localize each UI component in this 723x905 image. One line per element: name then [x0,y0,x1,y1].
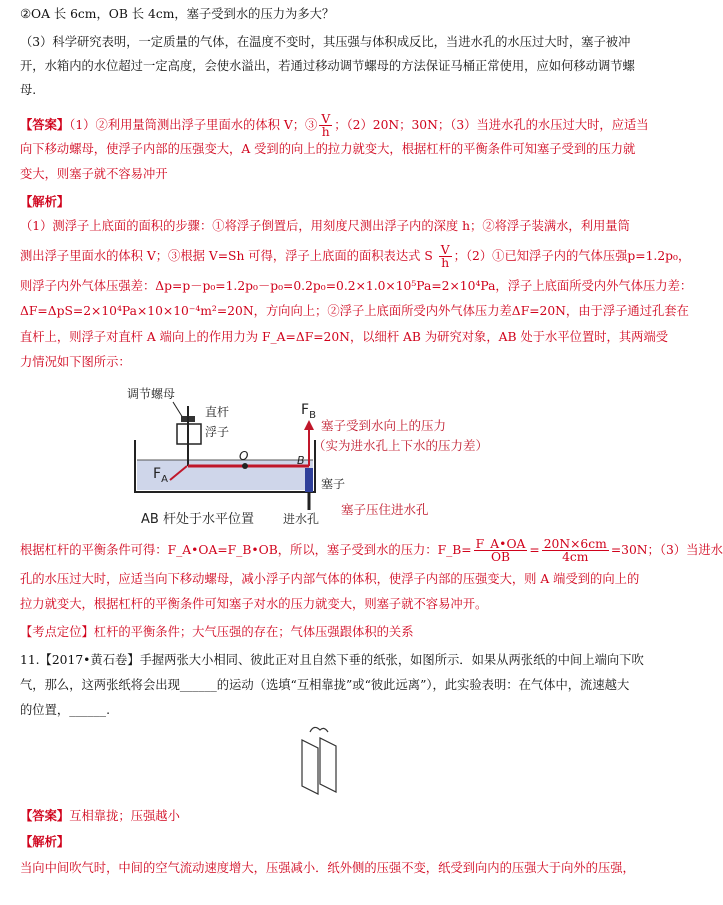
pivot-o [242,463,248,469]
lever-text-b: =30N；（3）当进水 [610,543,723,557]
analysis-1-line-5: 直杆上，则浮子对直杆 A 端向上的作用力为 F_A=ΔF=20N，以细杆 AB 为研究对象，AB 处于水平位置时，其两端受 [20,330,669,344]
analysis-1-line-1: （1）测浮子上底面的面积的步骤：①将浮子倒置后，用刻度尺测出浮子内的深度 h；②将浮子装满水，利用量筒 [20,219,630,233]
q11-line-2: 气，那么，这两张纸将会出现______的运动（选填“互相靠拢”或“彼此远离”），此实验表明：在气体中，流速越大 [20,678,630,692]
fraction-20n-6cm-over-4cm [542,538,609,563]
answer-1-text-b: ；（2）20N；30N；（3）当进水孔的水压过大时，应适当 [334,118,649,132]
fraction-denominator: h [321,125,330,139]
fraction-numerator: 20N×6cm [543,537,607,551]
answer-2-line [20,807,180,825]
analysis-1-line-3: 则浮子内外气体压强差：Δp=p－p₀=1.2p₀－p₀=0.2p₀=0.2×1.0×10⁵Pa=2×10⁴Pa，浮子上底面所受内外气体压力差： [20,279,693,293]
lever-text-a: 根据杠杆的平衡条件可得：F_A•OA=F_B•OB，所以，塞子受到水的压力：F_B= [20,543,472,557]
q3-line-1: （3）科学研究表明，一定质量的气体，在温度不变时，其压强与体积成反比，当进水孔的水压过大时，塞子被冲 [20,35,631,49]
analysis-1-text-a: 测出浮子里面水的体积 V；③根据 V=Sh 可得，浮子上底面的面积表达式 S [20,249,437,263]
nut-pointer [173,402,183,418]
lever-diagram [125,380,489,527]
answer-tag: 【答案】 [20,117,70,132]
float-label: 浮子 [205,425,230,439]
analysis-2-tag: 【解析】 [20,834,70,849]
fb-label: $F_B$ [301,402,316,421]
kaodian-line: 【考点定位】杠杆的平衡条件；大气压强的存在；气体压强跟体积的关系 [20,625,414,639]
rod-label: 直杆 [205,405,230,419]
lever-line-3: 拉力就变大，根据杠杆的平衡条件可知塞子对水的压力就变大，则塞子就不容易冲开。 [20,597,488,611]
caption: AB 杆处于水平位置 [141,512,254,527]
fraction-numerator: F_A•OA [475,537,526,551]
answer-1-line-1 [20,113,649,138]
fb-arrow-head [304,420,314,430]
analysis-1-line-2 [20,244,690,269]
b-label: B [297,454,305,467]
answer-1-text-a: （1）②利用量筒测出浮子里面水的体积 V；③ [69,118,318,132]
plug [305,468,313,492]
fraction-numerator: V [440,243,450,257]
q11-line-3: 的位置，______. [20,703,110,717]
fraction-numerator: V [321,112,331,126]
q3-line-3: 母. [20,83,37,97]
pivot-label: O [239,449,249,463]
fraction-denominator: h [441,256,450,270]
paper-sheet-left [302,740,318,794]
answer-2-tag: 【答案】 [20,808,70,823]
fraction-v-over-h [319,113,332,138]
fraction-v-over-h-2 [439,244,452,269]
analysis-2-line-1: 当向中间吹气时，中间的空气流动速度增大，压强减小．纸外侧的压强不变，纸受到向内的压强大于向外的压强， [20,861,635,875]
nut-label: 调节螺母 [127,387,176,401]
analysis-1-line-6: 力情况如下图所示： [20,355,131,369]
answer-2-text: 互相靠拢；压强越小 [69,809,180,823]
fraction-denominator: OB [490,550,511,564]
analysis-1-text-b: ；（2）①已知浮子内的气体压强p=1.2p₀， [453,249,691,263]
fraction-denominator: 4cm [562,550,589,564]
answer-1-line-2: 向下移动螺母，使浮子内部的压强变大，A 受到的向上的拉力就变大，根据杠杆的平衡条件可知塞子受到的压力就 [20,142,636,156]
paper-sheets-figure [290,722,350,796]
q2-line: ②OA 长 6cm，OB 长 4cm，塞子受到水的压力为多大？ [20,7,335,21]
lever-line-2: 孔的水压过大时，应适当向下移动螺母，减小浮子内部气体的体积，使浮子内部的压强变大，则 A 端受到的向上的 [20,572,640,586]
fraction-fa-oa-over-ob [474,538,528,563]
plug-label: 塞子 [321,477,346,491]
equals-sign: = [529,543,540,557]
red-text-3: 塞子压住进水孔 [341,502,429,517]
red-text-2: （实为进水孔上下水的压力差） [313,438,489,453]
lever-line-1 [20,538,723,563]
red-text-1: 塞子受到水向上的压力 [321,418,447,433]
analysis-1-tag: 【解析】 [20,194,70,209]
paper-sheet-right [320,738,336,792]
answer-1-line-3: 变大，则塞子就不容易冲开 [20,167,168,181]
inlet-label: 进水孔 [283,512,320,526]
analysis-1-line-4: ΔF=ΔpS=2×10⁴Pa×10×10⁻⁴m²=20N，方向向上；②浮子上底面所受内外气体压力差ΔF=20N，由于浮子通过孔套在 [20,304,689,318]
q11-line-1: 11.【2017•黄石卷】手握两张大小相同、彼此正对且自然下垂的纸张，如图所示．如果从两张纸的中间上端向下吹 [20,653,644,667]
fa-label: $F_A$ [153,466,168,485]
hand-sketch [310,727,328,732]
q3-line-2: 开，水箱内的水位超过一定高度，会使水溢出，若通过移动调节螺母的方法保证马桶正常使用，应如何移动调节螺 [20,59,635,73]
